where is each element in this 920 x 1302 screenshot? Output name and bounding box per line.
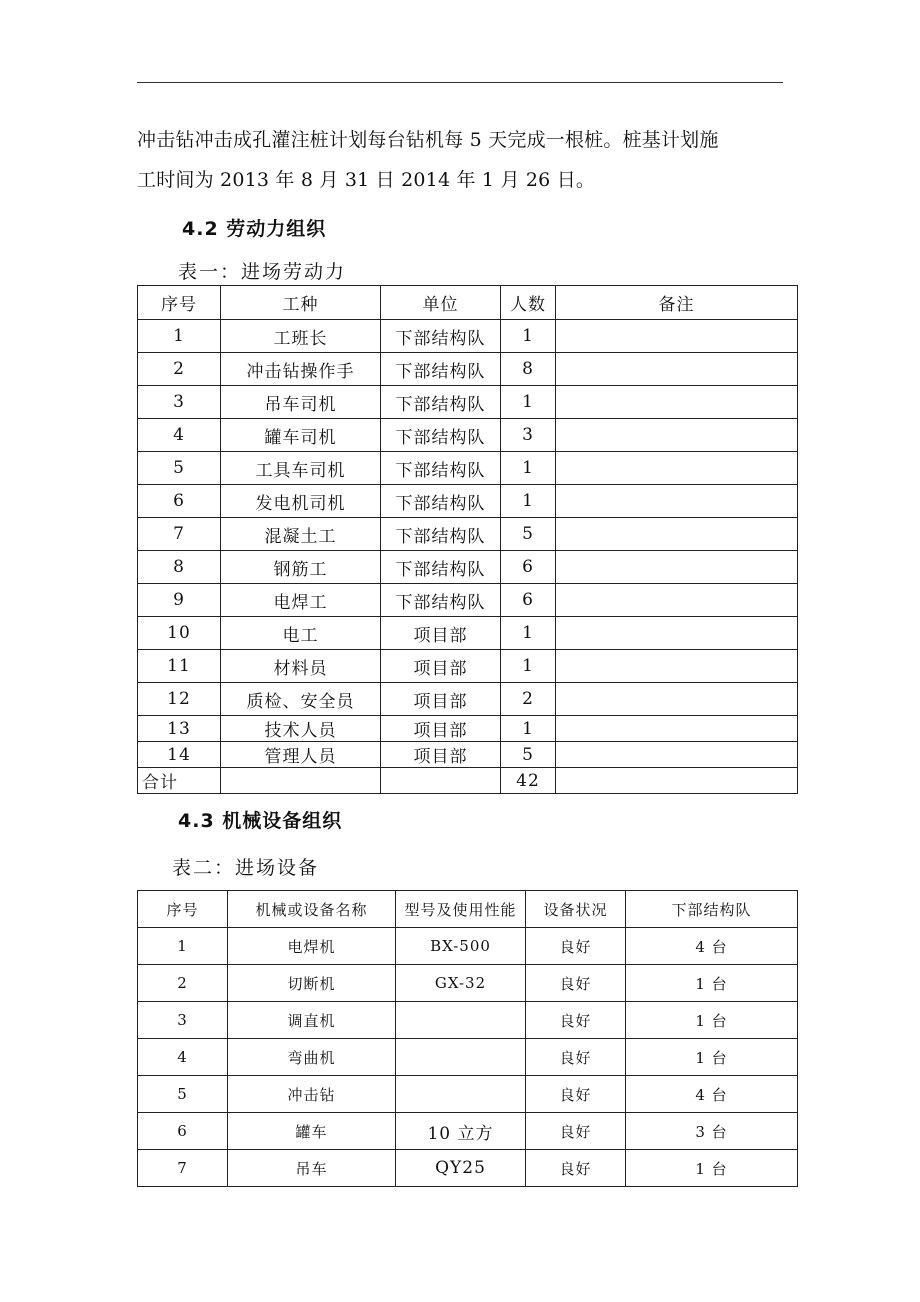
labor-row	[138, 353, 798, 386]
labor-cell-job: 吊车司机	[221, 386, 381, 419]
labor-total-count: 42	[501, 768, 556, 794]
labor-header-job: 工种	[221, 286, 381, 320]
equipment-cell-quantity: 3 台	[626, 1113, 798, 1150]
labor-cell-job: 混凝土工	[221, 518, 381, 551]
labor-total-unit	[381, 768, 501, 794]
labor-cell-job: 钢筋工	[221, 551, 381, 584]
labor-cell-seq: 4	[138, 419, 221, 452]
paragraph-line-2: 工时间为 2013 年 8 月 31 日 2014 年 1 月 26 日。	[137, 169, 596, 191]
labor-total-job	[221, 768, 381, 794]
equipment-header-row	[138, 891, 798, 928]
labor-row	[138, 716, 798, 742]
labor-row	[138, 452, 798, 485]
labor-cell-unit: 项目部	[381, 716, 501, 742]
equipment-header-quantity: 下部结构队	[626, 891, 798, 928]
labor-row	[138, 551, 798, 584]
equipment-cell-seq: 5	[138, 1076, 228, 1113]
labor-cell-unit: 下部结构队	[381, 353, 501, 386]
labor-cell-count: 6	[501, 551, 556, 584]
labor-header-count: 人数	[501, 286, 556, 320]
labor-cell-job: 质检、安全员	[221, 683, 381, 716]
labor-cell-unit: 项目部	[381, 617, 501, 650]
labor-header-seq: 序号	[138, 286, 221, 320]
labor-cell-count: 1	[501, 716, 556, 742]
labor-cell-job: 材料员	[221, 650, 381, 683]
equipment-cell-quantity: 1 台	[626, 965, 798, 1002]
labor-cell-seq: 13	[138, 716, 221, 742]
labor-cell-seq: 1	[138, 320, 221, 353]
labor-cell-unit: 下部结构队	[381, 386, 501, 419]
equipment-cell-name: 冲击钻	[228, 1076, 396, 1113]
equipment-cell-seq: 2	[138, 965, 228, 1002]
labor-cell-job: 罐车司机	[221, 419, 381, 452]
labor-header-remark: 备注	[556, 286, 798, 320]
labor-cell-unit: 下部结构队	[381, 452, 501, 485]
equipment-header-name: 机械或设备名称	[228, 891, 396, 928]
equipment-cell-quantity: 1 台	[626, 1150, 798, 1187]
labor-row	[138, 518, 798, 551]
labor-cell-seq: 2	[138, 353, 221, 386]
equipment-header-model: 型号及使用性能	[396, 891, 526, 928]
labor-cell-remark	[556, 320, 798, 353]
equipment-cell-condition: 良好	[526, 1039, 626, 1076]
labor-cell-job: 工班长	[221, 320, 381, 353]
labor-cell-remark	[556, 551, 798, 584]
paragraph-line-1: 冲击钻冲击成孔灌注桩计划每台钻机每 5 天完成一根桩。桩基计划施	[137, 129, 719, 151]
equipment-row	[138, 1002, 798, 1039]
equipment-row	[138, 1039, 798, 1076]
equipment-cell-name: 切断机	[228, 965, 396, 1002]
labor-cell-seq: 7	[138, 518, 221, 551]
equipment-cell-seq: 4	[138, 1039, 228, 1076]
labor-table	[137, 285, 798, 794]
labor-cell-count: 1	[501, 320, 556, 353]
equipment-cell-name: 电焊机	[228, 928, 396, 965]
equipment-cell-condition: 良好	[526, 965, 626, 1002]
labor-cell-seq: 14	[138, 742, 221, 768]
labor-table-caption: 表一：进场劳动力	[178, 261, 347, 283]
equipment-cell-quantity: 1 台	[626, 1039, 798, 1076]
labor-cell-count: 2	[501, 683, 556, 716]
intro-paragraph	[137, 120, 787, 200]
equipment-cell-seq: 1	[138, 928, 228, 965]
section-4-2-title: 4.2 劳动力组织	[182, 218, 327, 240]
equipment-cell-model: QY25	[396, 1150, 526, 1187]
equipment-cell-quantity: 4 台	[626, 1076, 798, 1113]
labor-cell-unit: 项目部	[381, 650, 501, 683]
labor-cell-job: 发电机司机	[221, 485, 381, 518]
labor-cell-remark	[556, 650, 798, 683]
equipment-cell-model	[396, 1002, 526, 1039]
labor-cell-seq: 3	[138, 386, 221, 419]
labor-cell-seq: 12	[138, 683, 221, 716]
equipment-header-condition: 设备状况	[526, 891, 626, 928]
labor-cell-count: 6	[501, 584, 556, 617]
equipment-cell-name: 弯曲机	[228, 1039, 396, 1076]
labor-cell-count: 5	[501, 518, 556, 551]
labor-row	[138, 386, 798, 419]
labor-total-seq: 合计	[138, 768, 221, 794]
labor-cell-job: 电工	[221, 617, 381, 650]
equipment-cell-model: GX-32	[396, 965, 526, 1002]
labor-cell-remark	[556, 683, 798, 716]
labor-cell-remark	[556, 419, 798, 452]
labor-total-remark	[556, 768, 798, 794]
labor-cell-count: 3	[501, 419, 556, 452]
equipment-table-caption: 表二：进场设备	[172, 857, 320, 879]
equipment-row	[138, 1113, 798, 1150]
labor-cell-remark	[556, 452, 798, 485]
labor-cell-count: 5	[501, 742, 556, 768]
labor-row	[138, 320, 798, 353]
labor-cell-job: 技术人员	[221, 716, 381, 742]
labor-cell-remark	[556, 353, 798, 386]
equipment-row	[138, 1076, 798, 1113]
labor-cell-seq: 5	[138, 452, 221, 485]
labor-row	[138, 683, 798, 716]
equipment-cell-condition: 良好	[526, 1150, 626, 1187]
labor-cell-remark	[556, 386, 798, 419]
labor-cell-unit: 下部结构队	[381, 485, 501, 518]
equipment-row	[138, 928, 798, 965]
labor-row	[138, 742, 798, 768]
equipment-table	[137, 890, 798, 1187]
labor-cell-unit: 项目部	[381, 683, 501, 716]
labor-cell-seq: 9	[138, 584, 221, 617]
equipment-header-seq: 序号	[138, 891, 228, 928]
labor-cell-remark	[556, 716, 798, 742]
equipment-cell-name: 罐车	[228, 1113, 396, 1150]
equipment-cell-model: BX-500	[396, 928, 526, 965]
labor-cell-job: 电焊工	[221, 584, 381, 617]
labor-row	[138, 617, 798, 650]
labor-cell-remark	[556, 584, 798, 617]
equipment-row	[138, 1150, 798, 1187]
labor-cell-count: 1	[501, 485, 556, 518]
equipment-cell-seq: 3	[138, 1002, 228, 1039]
labor-total-row	[138, 768, 798, 794]
header-rule	[137, 82, 783, 83]
equipment-cell-model	[396, 1039, 526, 1076]
labor-cell-remark	[556, 518, 798, 551]
labor-header-unit: 单位	[381, 286, 501, 320]
equipment-cell-seq: 7	[138, 1150, 228, 1187]
labor-cell-unit: 下部结构队	[381, 551, 501, 584]
equipment-cell-condition: 良好	[526, 1076, 626, 1113]
labor-cell-count: 1	[501, 452, 556, 485]
equipment-cell-quantity: 1 台	[626, 1002, 798, 1039]
labor-header-row	[138, 286, 798, 320]
labor-cell-remark	[556, 617, 798, 650]
equipment-cell-name: 调直机	[228, 1002, 396, 1039]
labor-cell-unit: 项目部	[381, 742, 501, 768]
labor-cell-remark	[556, 485, 798, 518]
equipment-cell-seq: 6	[138, 1113, 228, 1150]
labor-cell-job: 管理人员	[221, 742, 381, 768]
section-4-3-title: 4.3 机械设备组织	[178, 810, 343, 832]
labor-cell-count: 1	[501, 617, 556, 650]
labor-row	[138, 584, 798, 617]
labor-row	[138, 485, 798, 518]
labor-cell-seq: 6	[138, 485, 221, 518]
labor-cell-count: 1	[501, 386, 556, 419]
equipment-row	[138, 965, 798, 1002]
labor-cell-unit: 下部结构队	[381, 320, 501, 353]
equipment-cell-model: 10 立方	[396, 1113, 526, 1150]
labor-cell-unit: 下部结构队	[381, 584, 501, 617]
labor-cell-count: 8	[501, 353, 556, 386]
labor-cell-job: 冲击钻操作手	[221, 353, 381, 386]
labor-cell-seq: 8	[138, 551, 221, 584]
equipment-cell-condition: 良好	[526, 1113, 626, 1150]
labor-cell-seq: 10	[138, 617, 221, 650]
labor-cell-job: 工具车司机	[221, 452, 381, 485]
equipment-cell-condition: 良好	[526, 1002, 626, 1039]
labor-cell-count: 1	[501, 650, 556, 683]
equipment-cell-condition: 良好	[526, 928, 626, 965]
labor-cell-seq: 11	[138, 650, 221, 683]
equipment-cell-model	[396, 1076, 526, 1113]
labor-row	[138, 419, 798, 452]
labor-row	[138, 650, 798, 683]
labor-cell-remark	[556, 742, 798, 768]
labor-cell-unit: 下部结构队	[381, 419, 501, 452]
equipment-cell-quantity: 4 台	[626, 928, 798, 965]
equipment-cell-name: 吊车	[228, 1150, 396, 1187]
labor-cell-unit: 下部结构队	[381, 518, 501, 551]
